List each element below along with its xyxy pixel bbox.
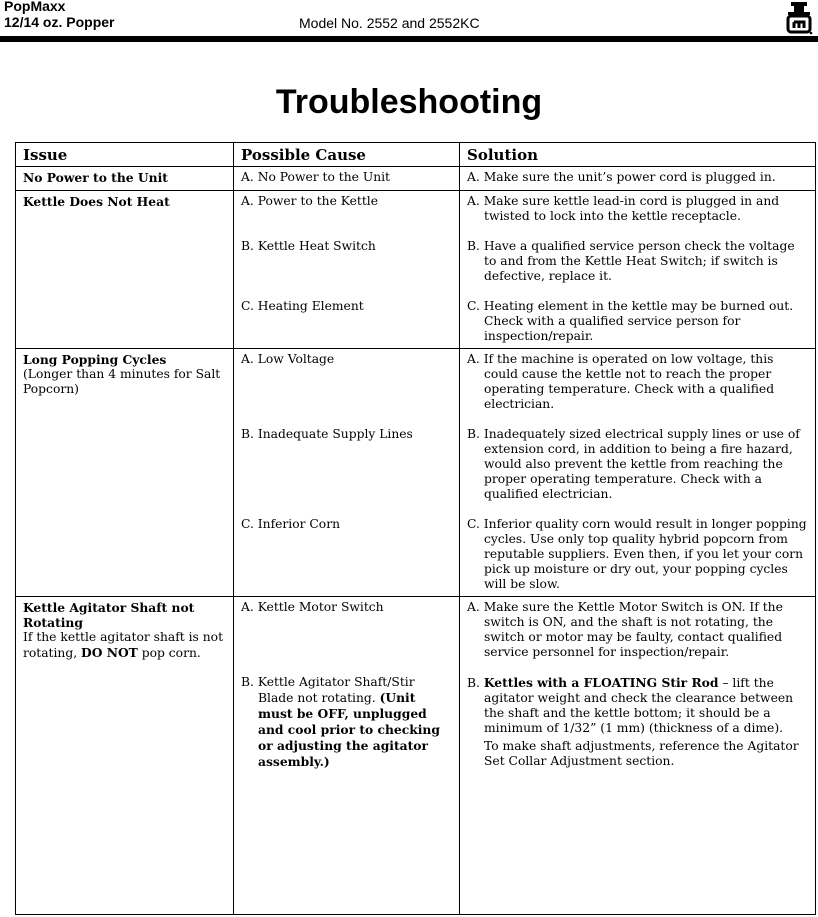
issue-title: Kettle Agitator Shaft not Rotating — [23, 600, 195, 630]
issue-cell — [15, 597, 233, 777]
solution-cell — [459, 167, 816, 191]
issue-cell — [15, 167, 233, 191]
table-row — [15, 167, 816, 191]
cause-cell — [233, 597, 459, 673]
issue-note — [23, 630, 225, 661]
model-number: Model No. 2552 and 2552KC — [299, 15, 480, 31]
product-name: 12/14 oz. Popper — [4, 14, 115, 30]
brand-name: PopMaxx — [4, 0, 66, 14]
brand-block — [4, 0, 114, 30]
cause-cell — [233, 236, 459, 296]
issue-cell — [15, 349, 233, 597]
solution-text: A. If the machine is operated on low voltage, this could cause the kettle not to reach the proper operating temperature. Check with a qualified electrician. — [467, 352, 775, 411]
solution-cell — [459, 672, 816, 776]
table-row — [15, 349, 816, 425]
cause-text — [241, 675, 451, 770]
solution-text-extra: To make shaft adjustments, reference the Agitator Set Collar Adjustment section. — [484, 739, 799, 768]
page-header — [0, 0, 818, 40]
cause-text: B. Inadequate Supply Lines — [241, 427, 413, 441]
solution-text-post: – lift the agitator weight and check the clearance between the shaft and the kettle bottom; it should be a minimum of 1/32” (1 mm) (thickness of a dime). — [484, 676, 794, 735]
issue-note: (Longer than 4 minutes for Salt Popcorn) — [23, 367, 221, 396]
cause-cell — [233, 191, 459, 237]
cause-cell — [233, 424, 459, 514]
solution-cell — [459, 514, 816, 597]
cause-cell — [233, 672, 459, 776]
cause-cell — [233, 514, 459, 597]
cause-text: C. Inferior Corn — [241, 517, 341, 531]
solution-cell — [459, 296, 816, 349]
column-header-solution: Solution — [459, 142, 816, 167]
solution-text: A. Make sure the Kettle Motor Switch is ON. If the switch is ON, and the shaft is not rotating, the switch or motor may be faulty, contact qualified service personnel for inspection/repair. — [467, 600, 783, 659]
cause-text: B. Kettle Heat Switch — [241, 239, 376, 253]
issue-title: Kettle Does Not Heat — [23, 194, 170, 209]
cause-text-pre: B. Kettle Agitator Shaft/Stir Blade not rotating. — [241, 675, 415, 705]
cause-text: A. Kettle Motor Switch — [241, 600, 384, 614]
issue-note-pre: If the kettle agitator shaft is not rotating, — [23, 630, 224, 660]
column-header-cause: Possible Cause — [233, 142, 459, 167]
cause-cell — [233, 296, 459, 349]
issue-note-post: pop corn. — [137, 646, 201, 660]
page-title: Troubleshooting — [275, 83, 543, 121]
issue-title: Long Popping Cycles — [23, 352, 167, 367]
cause-cell — [233, 167, 459, 191]
solution-text: B. Inadequately sized electrical supply lines or use of extension cord, in addition to being a fire hazard, would also prevent the kettle from reaching the proper operating temperature. Check with a qualified electrician. — [467, 427, 800, 501]
header-rule — [0, 36, 818, 42]
brand-logo-icon — [785, 0, 813, 36]
issue-note-bold: DO NOT — [81, 645, 138, 660]
solution-cell — [459, 424, 816, 514]
solution-text: A. Make sure kettle lead-in cord is plugged in and twisted to lock into the kettle receptacle. — [467, 194, 780, 223]
solution-cell — [459, 349, 816, 425]
solution-text — [467, 675, 808, 736]
cause-text: A. No Power to the Unit — [241, 170, 390, 184]
table-header-row — [15, 142, 816, 167]
cause-cell — [233, 349, 459, 425]
issue-title: No Power to the Unit — [23, 170, 168, 185]
solution-text: C. Heating element in the kettle may be burned out. Check with a qualified service person for inspection/repair. — [467, 299, 794, 343]
solution-text-bold: Kettles with a FLOATING Stir Rod — [483, 675, 719, 690]
solution-cell — [459, 191, 816, 237]
column-header-issue: Issue — [15, 142, 233, 167]
solution-text: B. Have a qualified service person check the voltage to and from the Kettle Heat Switch; if switch is defective, replace it. — [467, 239, 795, 283]
solution-text-pre: B. — [467, 676, 484, 690]
table-row — [15, 191, 816, 237]
solution-text: A. Make sure the unit’s power cord is plugged in. — [467, 170, 776, 184]
solution-cell — [459, 597, 816, 673]
table-row — [15, 597, 816, 673]
cause-text: A. Power to the Kettle — [241, 194, 378, 208]
troubleshooting-table — [15, 142, 816, 776]
solution-cell — [459, 236, 816, 296]
solution-text: C. Inferior quality corn would result in longer popping cycles. Use only top quality hybrid popcorn from reputable suppliers. Even then, if you let your corn pick up moisture or dry out, your popping cycles will be slow. — [467, 517, 807, 591]
cause-text: C. Heating Element — [241, 299, 364, 313]
issue-cell — [15, 191, 233, 349]
cause-text: A. Low Voltage — [241, 352, 335, 366]
cause-text-bold: (Unit must be OFF, unplugged and cool prior to checking or adjusting the agitator assembly.) — [258, 690, 440, 769]
